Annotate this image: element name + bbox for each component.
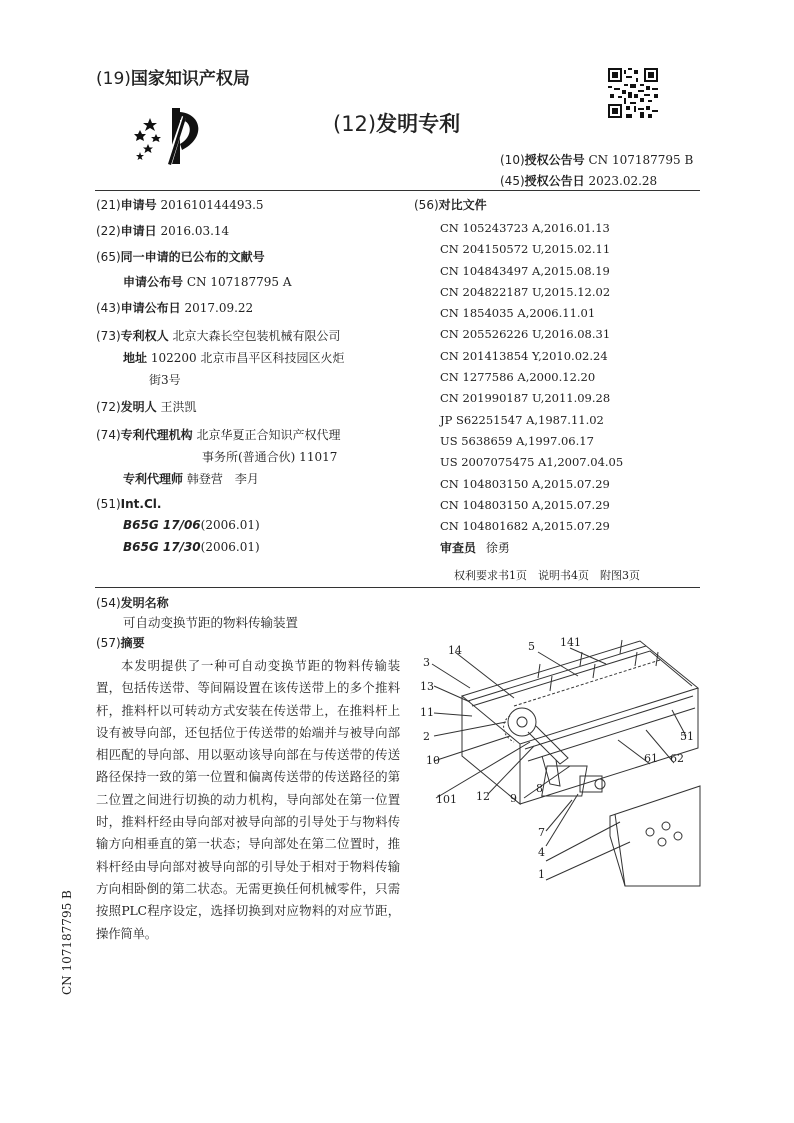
citation-item: CN 204150572 U,2015.02.11 (440, 242, 611, 257)
patentee: (73)专利权人 北京大森长空包装机械有限公司 (96, 329, 341, 343)
invention-title-heading: (54)发明名称 (96, 596, 169, 610)
application-pub-date: (43)申请公布日 2017.09.22 (96, 301, 254, 315)
citation-item: CN 205526226 U,2016.08.31 (440, 327, 611, 342)
citations-heading: (56)对比文件 (414, 198, 487, 212)
agency: (74)专利代理机构 北京华夏正合知识产权代理 (96, 428, 341, 442)
examiner: 审查员 徐勇 (440, 541, 510, 555)
agency-line2: 事务所(普通合伙) 11017 (202, 450, 338, 464)
citation-item: CN 201990187 U,2011.09.28 (440, 391, 611, 406)
citation-item: CN 1854035 A,2006.11.01 (440, 306, 596, 321)
citation-item: CN 104803150 A,2015.07.29 (440, 497, 610, 512)
abstract-figure (410, 636, 710, 888)
figure-label: 1 (538, 868, 545, 881)
figure-label: 101 (436, 793, 457, 806)
citation-item: CN 1277586 A,2000.12.20 (440, 370, 596, 385)
int-cl-item: B65G 17/06(2006.01) (123, 518, 260, 532)
star-icon (151, 134, 161, 142)
figure-label: 4 (538, 846, 545, 859)
citation-item: JP S62251547 A,1987.11.02 (440, 412, 604, 427)
figure-label: 12 (476, 790, 490, 803)
figure-label: 61 (644, 752, 658, 765)
doc-type: (12)发明专利 (333, 112, 461, 136)
citation-item: US 5638659 A,1997.06.17 (440, 433, 594, 448)
agent: 专利代理师 韩登营 李月 (123, 472, 259, 486)
star-icon (136, 152, 144, 160)
figure-label: 3 (423, 656, 430, 669)
inventor: (72)发明人 王洪凯 (96, 400, 197, 414)
star-icon (143, 144, 153, 153)
qr-code (608, 68, 658, 118)
page-counts: 权利要求书1页 说明书4页 附图3页 (454, 569, 640, 582)
application-pub-number: 申请公布号 CN 107187795 A (123, 275, 292, 289)
header-divider (95, 190, 700, 191)
figure-label: 7 (538, 826, 545, 839)
grant-pub-date: (45)授权公告日 2023.02.28 (500, 174, 658, 188)
abstract-text: 本发明提供了一种可自动变换节距的物料传输装置，包括传送带、等间隔设置在该传送带上的多个推料杆，推料杆以可转动方式安装在传送带上，在推料杆上设有被导向部，还包括位于传送带的始端并与被导向部相匹配的导向部、用以驱动该导向部在与传送带的传送路径保持一致的第一位置和偏离传送带的传送路径的第二位置之间进行切换的动力机构，导向部处在第一位置时，推料杆经由导向部对被导向部的引导处于与物料传输方向相垂直的第一状态；导向部处在第二位置时，推料杆经由导向部对被导向部的引导处于相对于物料传输方向相卧倒的第二状态。无需更换任何机械零件，只需按照PLC程序设定，选择切换到对应物料的对应节距，操作简单。 (96, 658, 400, 941)
invention-title: 可自动变换节距的物料传输装置 (123, 615, 299, 630)
figure-label: 14 (448, 644, 462, 657)
figure-label: 9 (510, 792, 517, 805)
citation-item: CN 104803150 A,2015.07.29 (440, 476, 610, 491)
citation-item: CN 104843497 A,2015.08.19 (440, 263, 610, 278)
citation-item: CN 204822187 U,2015.12.02 (440, 284, 611, 299)
grant-pub-number: (10)授权公告号 CN 107187795 B (500, 153, 694, 167)
citation-item: CN 201413854 Y,2010.02.24 (440, 348, 608, 363)
application-number: (21)申请号 201610144493.5 (96, 198, 264, 212)
figure-label: 8 (536, 782, 543, 795)
figure-label: 11 (420, 706, 434, 719)
citation-list (440, 218, 623, 537)
star-icon (134, 130, 146, 141)
abstract-heading: (57)摘要 (96, 636, 145, 650)
figure-label: 62 (670, 752, 684, 765)
figure-label: 2 (423, 730, 430, 743)
int-cl-item: B65G 17/30(2006.01) (123, 540, 260, 554)
application-date: (22)申请日 2016.03.14 (96, 224, 230, 238)
figure-label: 13 (420, 680, 434, 693)
citation-item: US 2007075475 A1,2007.04.05 (440, 455, 624, 470)
figure-label: 51 (680, 730, 694, 743)
address: 地址 102200 北京市昌平区科技园区火炬 (123, 351, 345, 365)
address-line2: 街3号 (149, 373, 181, 387)
star-icon (143, 118, 157, 131)
int-cl: (51)Int.Cl. (96, 497, 162, 511)
figure-label: 141 (560, 636, 581, 649)
section-divider (95, 587, 700, 588)
citation-item: CN 105243723 A,2016.01.13 (440, 221, 610, 235)
figure-label: 10 (426, 754, 440, 767)
prior-publication: (65)同一申请的已公布的文献号 (96, 250, 265, 264)
office-name: (19)国家知识产权局 (96, 69, 250, 89)
sidebar-pub-number: CN 107187795 B (60, 890, 74, 995)
figure-label: 5 (528, 640, 535, 653)
cnipa-logo (130, 104, 210, 168)
citation-item: CN 104801682 A,2015.07.29 (440, 519, 610, 534)
